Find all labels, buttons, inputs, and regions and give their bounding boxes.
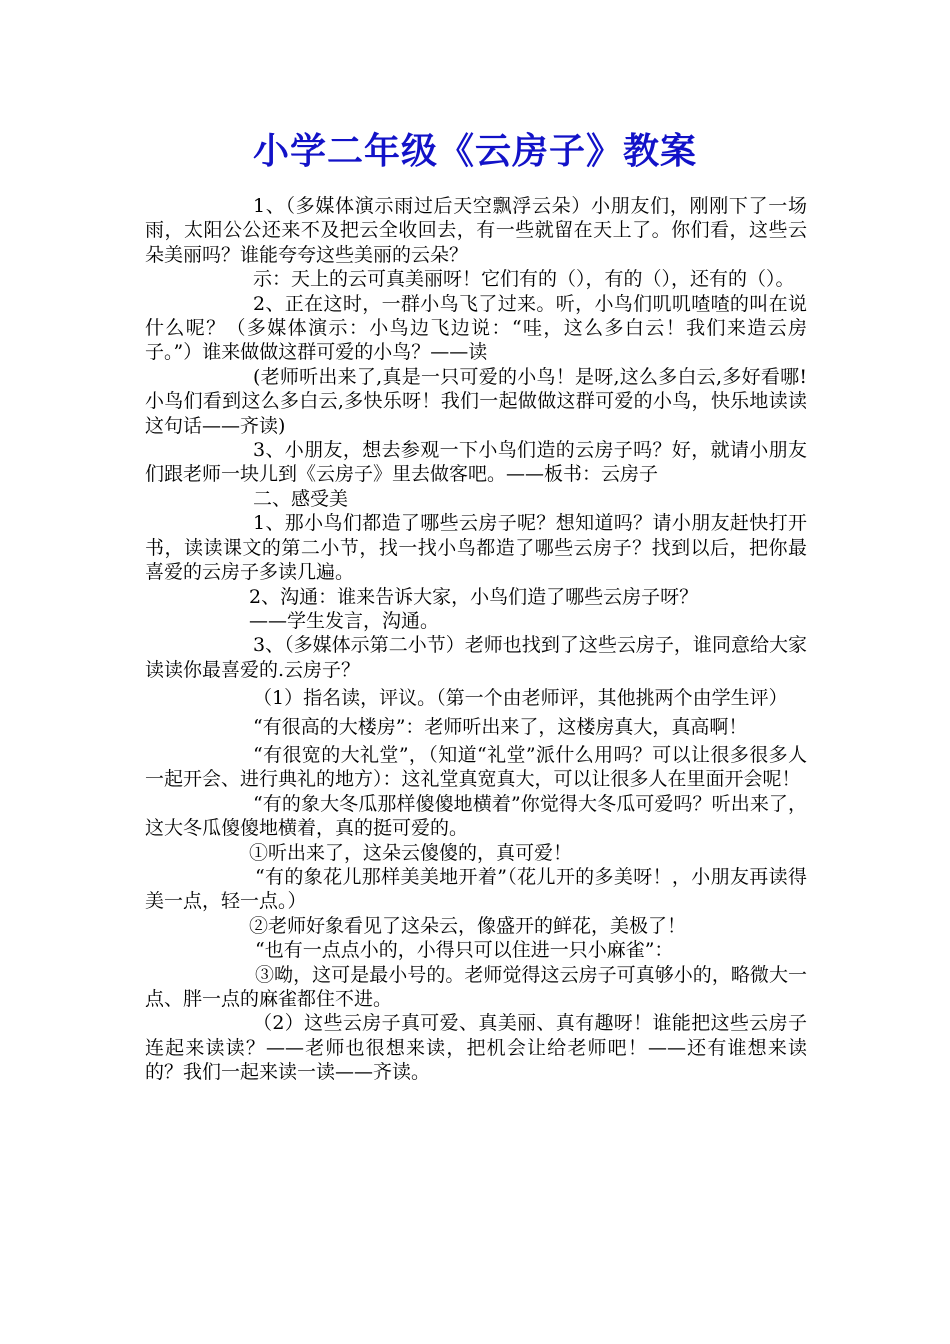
paragraph: “有很宽的大礼堂”，（知道“礼堂”派什么用吗？可以让很多很多人一起开会、进行典礼的地方）：这礼堂真宽真大，可以让很多人在里面开会呢！ — [145, 743, 807, 791]
paragraph: 3、（多媒体示第二小节）老师也找到了这些云房子，谁同意给大家读读你最喜爱的.云房子？ — [145, 634, 807, 681]
paragraph: 2、沟通：谁来告诉大家，小鸟们造了哪些云房子呀？ — [249, 585, 699, 608]
document-title: 小学二年级《云房子》教案 — [252, 131, 697, 172]
section-heading: 二、感受美 — [253, 487, 349, 510]
paragraph: ②老师好象看见了这朵云，像盛开的鲜花，美极了！ — [249, 914, 687, 937]
paragraph: 示：天上的云可真美丽呀！它们有的（），有的（），还有的（）。 — [253, 268, 795, 291]
paragraph: 1、那小鸟们都造了哪些云房子呢？想知道吗？请小朋友赶快打开书，读读课文的第二小节，找一找小鸟都造了哪些云房子？找到以后，把你最喜爱的云房子多读几遍。 — [145, 512, 807, 584]
paragraph: ①听出来了，这朵云傻傻的，真可爱！ — [249, 841, 573, 864]
paragraph: “也有一点点小的，小得只可以住进一只小麻雀”： — [255, 939, 674, 962]
document-body — [145, 194, 807, 1085]
paragraph: ——学生发言，沟通。 — [249, 609, 440, 632]
paragraph: 2、正在这时，一群小鸟飞了过来。听，小鸟们叽叽喳喳的叫在说什么呢？（多媒体演示：小鸟边飞边说：“哇，这么多白云！我们来造云房子。”）谁来做做这群可爱的小鸟？——读 — [145, 292, 807, 364]
paragraph: “有的象大冬瓜那样傻傻地横着”你觉得大冬瓜可爱吗？听出来了，这大冬瓜傻傻地横着，真的挺可爱的。 — [145, 792, 807, 840]
paragraph: 3、小朋友，想去参观一下小鸟们造的云房子吗？好，就请小朋友们跟老师一块儿到《云房子》里去做客吧。——板书：云房子 — [145, 439, 807, 486]
paragraph: (老师听出来了,真是一只可爱的小鸟！是呀,这么多白云,多好看哪!小鸟们看到这么多白云,多快乐呀！我们一起做做这群可爱的小鸟，快乐地读读这句话——齐读) — [145, 365, 807, 437]
paragraph: ③呦，这可是最小号的。老师觉得这云房子可真够小的，略微大一点、胖一点的麻雀都住不进。 — [145, 963, 807, 1010]
paragraph: （1）指名读，评议。（第一个由老师评，其他挑两个由学生评） — [253, 687, 788, 710]
paragraph: “有很高的大楼房”：老师听出来了，这楼房真大，真高啊！ — [253, 715, 748, 738]
paragraph: （2）这些云房子真可爱、真美丽、真有趣呀！谁能把这些云房子连起来读读？——老师也很想来读，把机会让给老师吧！——还有谁想来读的？我们一起来读一读——齐读。 — [145, 1012, 807, 1084]
paragraph: 1、（多媒体演示雨过后天空飘浮云朵）小朋友们，刚刚下了一场雨，太阳公公还来不及把云全收回去，有一些就留在天上了。你们看，这些云朵美丽吗？谁能夸夸这些美丽的云朵？ — [145, 195, 807, 266]
paragraph: “有的象花儿那样美美地开着”（花儿开的多美呀！，小朋友再读得美一点，轻一点。） — [145, 865, 807, 913]
